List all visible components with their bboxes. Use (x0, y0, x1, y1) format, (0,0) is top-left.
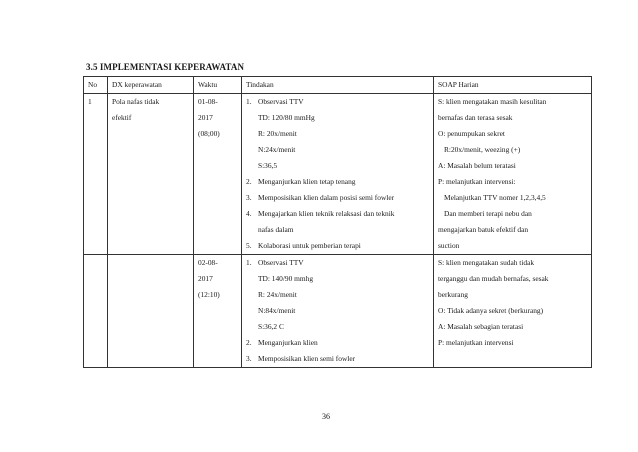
cell-waktu (194, 255, 242, 368)
soap-line: suction (438, 241, 460, 250)
tindakan-item-text: Observasi TTV (258, 97, 304, 106)
tindakan-item (246, 335, 429, 351)
tindakan-item (246, 351, 429, 367)
tindakan-item-number: 1. (246, 258, 252, 267)
col-header-soap: SOAP Harian (434, 77, 592, 94)
soap-line: P: melanjutkan intervensi (438, 338, 514, 347)
tindakan-item-text: Kolaborasi untuk pemberian terapi (258, 241, 361, 250)
tindakan-item (246, 287, 429, 303)
soap-line: S: klien mengatakan sudah tidak (438, 258, 535, 267)
soap-line: A: Masalah sebagian teratasi (438, 322, 524, 331)
table-row (84, 94, 592, 255)
waktu-line: 02-08- (198, 258, 218, 267)
tindakan-item (246, 319, 429, 335)
col-header-dx: DX keperawatan (108, 77, 194, 94)
tindakan-item-text: Memposisikan klien dalam posisi semi fowler (258, 193, 395, 202)
tindakan-item-text: R: 20x/menit (258, 129, 297, 138)
waktu-line: 2017 (198, 274, 213, 283)
tindakan-item (246, 142, 429, 158)
soap-line: terganggu dan mudah bernafas, sesak (438, 274, 549, 283)
tindakan-item (246, 110, 429, 126)
tindakan-item-text: N:84x/menit (258, 306, 296, 315)
tindakan-item (246, 222, 429, 238)
soap-line: S: klien mengatakan masih kesulitan (438, 97, 547, 106)
tindakan-item-number: 2. (246, 338, 252, 347)
waktu-line: 01-08- (198, 97, 218, 106)
section-heading: 3.5 IMPLEMENTASI KEPERAWATAN (86, 62, 245, 72)
cell-tindakan (242, 255, 434, 368)
tindakan-item (246, 238, 429, 254)
tindakan-item-text: R: 24x/menit (258, 290, 297, 299)
soap-line: berkurang (438, 290, 468, 299)
tindakan-item-text: nafas dalam (258, 225, 294, 234)
tindakan-item-text: Menganjurkan klien (258, 338, 318, 347)
cell-tindakan (242, 94, 434, 255)
page-number: 36 (322, 412, 330, 421)
tindakan-item (246, 174, 429, 190)
tindakan-item-number: 5. (246, 241, 252, 250)
tindakan-item (246, 126, 429, 142)
tindakan-item-number: 4. (246, 209, 252, 218)
tindakan-item (246, 94, 429, 110)
tindakan-item (246, 303, 429, 319)
cell-soap (434, 255, 592, 368)
tindakan-item-number: 3. (246, 193, 252, 202)
tindakan-item (246, 190, 429, 206)
soap-line: A: Masalah belum teratasi (438, 161, 516, 170)
soap-line: Melanjutkan TTV nomer 1,2,3,4,5 (444, 193, 546, 202)
tindakan-item-text: TD: 120/80 mmHg (258, 113, 315, 122)
waktu-line: 2017 (198, 113, 213, 122)
tindakan-item-text: Memposisikan klien semi fowler (258, 354, 356, 363)
tindakan-item-text: S:36,2 C (258, 322, 284, 331)
tindakan-item (246, 271, 429, 287)
table-row (84, 255, 592, 368)
soap-line: O: Tidak adanya sekret (berkurang) (438, 306, 544, 315)
waktu-line: (08;00) (198, 129, 220, 138)
tindakan-item-text: Observasi TTV (258, 258, 304, 267)
tindakan-item (246, 158, 429, 174)
tindakan-item-number: 3. (246, 354, 252, 363)
table-header-row (84, 77, 592, 94)
cell-waktu (194, 94, 242, 255)
tindakan-item-text: N:24x/menit (258, 145, 296, 154)
soap-line: mengajarkan batuk efektif dan (438, 225, 529, 234)
soap-line: bernafas dan terasa sesak (438, 113, 513, 122)
tindakan-item-number: 2. (246, 177, 252, 186)
cell-dx (108, 94, 194, 255)
soap-line: Dan memberi terapi nebu dan (444, 209, 532, 218)
col-header-tindakan: Tindakan (242, 77, 434, 94)
tindakan-item (246, 255, 429, 271)
cell-soap (434, 94, 592, 255)
tindakan-item-number: 1. (246, 97, 252, 106)
soap-line: P: melanjutkan intervensi: (438, 177, 516, 186)
cell-no: 1 (84, 94, 108, 255)
col-header-no: No (84, 77, 108, 94)
soap-line: O: penumpukan sekret (438, 129, 505, 138)
col-header-waktu: Waktu (194, 77, 242, 94)
tindakan-item-text: Mengajarkan klien teknik relaksasi dan teknik (258, 209, 395, 218)
tindakan-item-text: TD: 140/90 mmhg (258, 274, 314, 283)
dx-line: Pola nafas tidak (112, 97, 160, 106)
waktu-line: (12:10) (198, 290, 220, 299)
dx-line: efektif (112, 113, 132, 122)
soap-line: R:20x/menit, weezing (+) (444, 145, 521, 154)
cell-dx (108, 255, 194, 368)
tindakan-item-text: Menganjurkan klien tetap tenang (258, 177, 356, 186)
cell-no (84, 255, 108, 368)
tindakan-item-text: S:36,5 (258, 161, 278, 170)
implementation-table (83, 76, 592, 368)
tindakan-item (246, 206, 429, 222)
